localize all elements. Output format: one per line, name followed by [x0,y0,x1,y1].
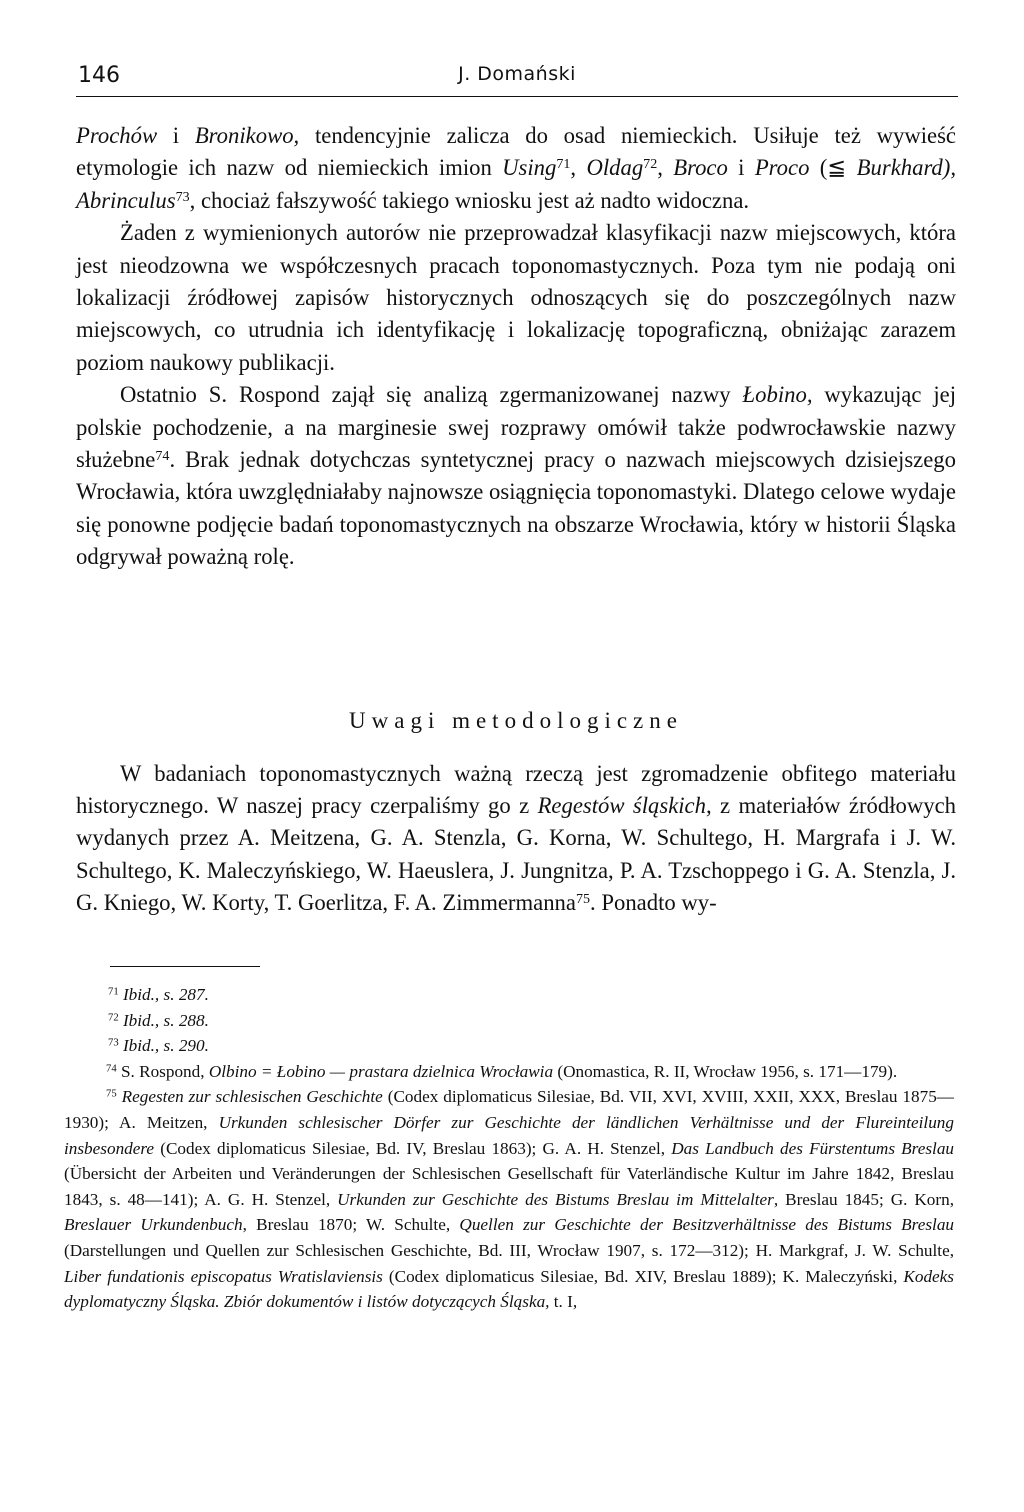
footnote-74 [64,1059,954,1085]
footnote-title: Kodeks dyplomatyczny Śląska. Zbiór dokumentów i listów dotyczących Śląska, [64,1266,954,1312]
italic-term: Łobino, [742,382,813,408]
italic-term: Burkhard), [856,155,957,181]
italic-term: Abrinculus [76,187,176,213]
main-text-section [76,758,956,919]
italic-term: Oldag [586,155,644,181]
footnote-ref: 71 [556,156,571,173]
page-header [76,60,958,97]
text-span: z materiałów źródłowych wydanych przez A. Meitzena, G. A. Stenzla, G. Korna, W. Schultego, H. Margrafa i J. W. Schultego, K. Maleczyńskiego, W. Haeuslera, J. Jungnitza, P. A. Tzschoppego i G. A. Stenzla, J. G. Kniego, W. Korty, T. Goerlitza, F. A. Zimmermanna [76,793,956,915]
text-span: , [570,155,587,181]
text-span: , [657,155,674,181]
footnote-text: , Breslau 1845; G. Korn, [773,1189,954,1209]
footnote-text: Ibid., s. 288. [122,1010,209,1030]
footnote-text: t. I, [549,1292,578,1312]
footnote-author: S. Rospond, [120,1061,209,1081]
text-span: (≦ [809,155,857,181]
italic-term: Prochów [76,123,158,148]
footnote-ref: 74 [155,448,170,465]
footnote-title: Olbino = Łobino — prastara dzielnica Wrocławia [208,1061,554,1081]
footnote-text: (Übersicht der Arbeiten und Veränderungen der Schlesischen Gesellschaft für Vaterländische Kultur im Jahre 1842, Breslau 1843, s. 48—141); A. G. H. Stenzel, [64,1164,954,1209]
paragraph-3 [76,379,956,573]
text-span: i [727,155,755,181]
footnote-73 [64,1033,954,1059]
footnote-text: (Onomastica, R. II, Wrocław 1956, s. 171—179). [553,1061,898,1081]
paragraph-4 [76,758,956,919]
text-span: Ostatnio S. Rospond zajął się analizą zgermanizowanej nazwy [120,382,743,408]
italic-term: Proco [754,155,810,181]
footnote-text: , Breslau 1870; W. Schulte, [242,1215,460,1235]
text-span: , chociaż fałszywość takiego wniosku jest aż nadto widoczna. [189,187,750,213]
text-span: W badaniach toponomastycznych ważną rzeczą jest zgromadzenie obfitego materiału historycznego. W naszej pracy czerpaliśmy go z [76,761,956,819]
footnote-number: 74 [106,1063,117,1075]
footnote-text: (Codex diplomaticus Silesiae, Bd. VII, XVI, XVIII, XXII, XXX, Breslau 1875—1930); A. Meitzen, [64,1087,954,1132]
footnote-ref: 72 [643,156,658,173]
paragraph-2: Żaden z wymienionych autorów nie przeprowadzał klasyfikacji nazw miejscowych, która jest nieodzowna we współczesnych pracach toponomastycznych. Poza tym nie podają oni lokalizacji źródłowej zapisów historycznych odnoszących się do poszczególnych nazw miejscowych, co utrudnia ich identyfikację i lokalizację topograficzną, obniżając zarazem poziom naukowy publikacji. [76,220,956,375]
footnote-71 [64,982,954,1008]
footnote-divider [110,966,260,967]
footnote-title: Breslauer Urkundenbuch [64,1215,243,1235]
footnote-title: Regesten zur schlesischen Geschichte [121,1087,383,1107]
text-span: . Ponadto wy- [590,889,717,915]
text-span: wykazując jej polskie pochodzenie, a na marginesie swej rozprawy omówił także podwrocławskie nazwy służebne [76,382,956,473]
footnote-text: (Codex diplomaticus Silesiae, Bd. IV, Breslau 1863); G. A. H. Stenzel, [154,1138,672,1158]
footnote-number: 75 [106,1089,117,1101]
section-heading: Uwagi metodologiczne [349,708,683,733]
running-head: J. Domański [458,63,576,85]
footnote-ref: 73 [175,188,190,205]
footnote-title: Das Landbuch des Fürstentums Breslau [671,1138,955,1158]
italic-term: Regestów śląskich, [537,793,712,819]
text-span: tendencyjnie zalicza do osad niemieckich. Usiłuje też wywieść etymologie ich nazw od niemieckich imion [76,123,956,181]
footnote-ref: 75 [575,890,591,907]
footnote-number: 73 [108,1037,119,1049]
footnote-text: (Darstellungen und Quellen zur Schlesischen Geschichte, Bd. III, Wrocław 1907, s. 172—312); H. Markgraf, J. W. Schulte, [64,1240,954,1260]
italic-term: Bronikowo, [194,123,300,148]
footnote-text: (Codex diplomaticus Silesiae, Bd. XIV, Breslau 1889); K. Maleczyński, [382,1266,904,1286]
page-number: 146 [78,63,120,88]
footnotes [64,982,954,1315]
text-span: . Brak jednak dotychczas syntetycznej pracy o nazwach miejscowych dzisiejszego Wrocławia, która uwzględniałaby najnowsze osiągnięcia toponomastyki. Dlatego celowe wydaje się ponowne podjęcie badań toponomastycznych na obszarze Wrocławia, który w historii Śląska odgrywał poważną rolę. [76,447,956,570]
footnote-text: Ibid., s. 287. [122,985,209,1004]
footnote-text: Ibid., s. 290. [122,1036,209,1056]
text-span: i [157,123,195,148]
footnote-72 [64,1008,954,1034]
footnote-title: Urkunden schlesischer Dörfer zur Geschichte der ländlichen Verhältnisse und der Flureinteilung insbesondere [64,1112,954,1158]
footnote-title: Urkunden zur Geschichte des Bistums Breslau im Mittelalter [337,1189,774,1209]
footnote-number: 71 [108,986,119,998]
italic-term: Using [502,155,557,181]
main-text [76,120,956,574]
footnote-75 [64,1084,954,1314]
footnote-number: 72 [108,1012,119,1024]
footnote-title: Quellen zur Geschichte der Besitzverhältnisse des Bistums Breslau [459,1215,955,1235]
footnote-title: Liber fundationis episcopatus Wratislaviensis [64,1266,383,1286]
paragraph-1 [76,120,956,217]
italic-term: Broco [673,155,728,181]
